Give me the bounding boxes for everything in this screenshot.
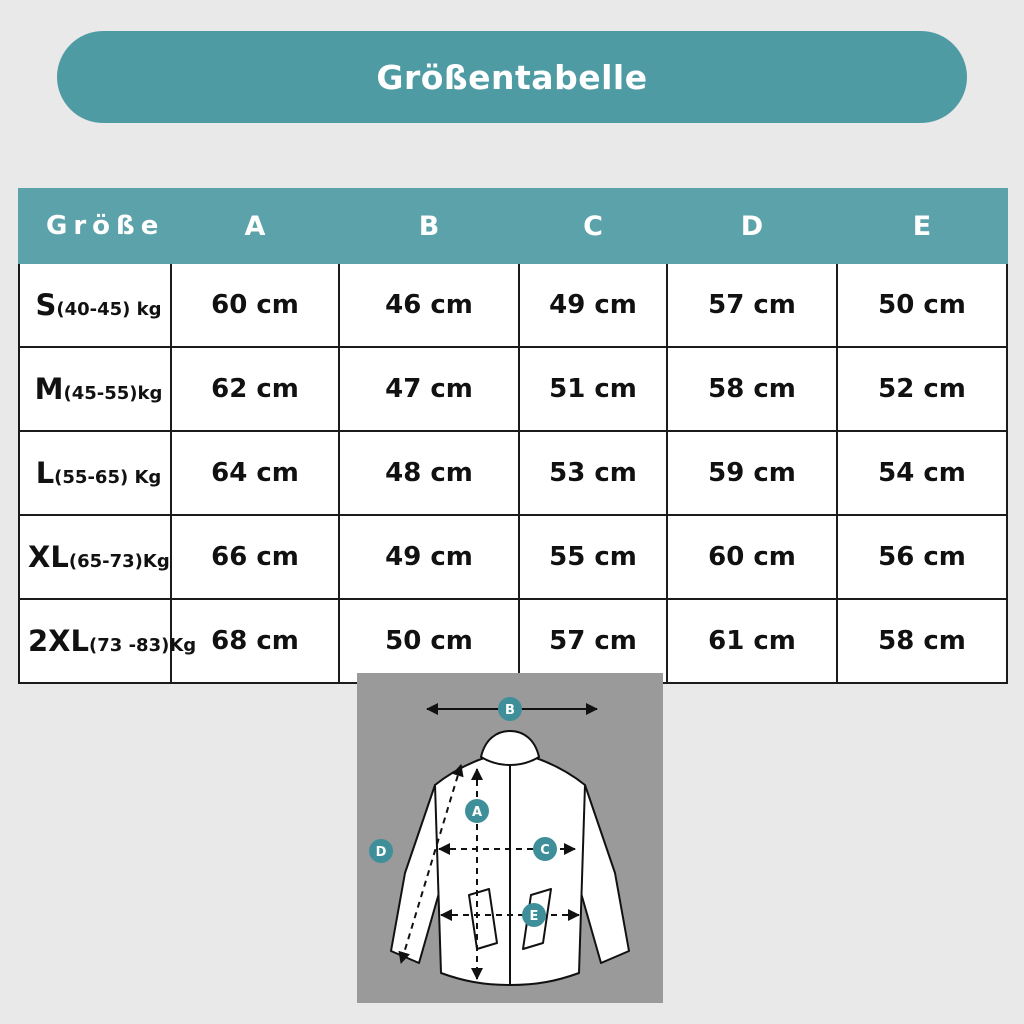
weight-range: (65-73)Kg (68, 551, 170, 572)
table-row (19, 347, 1007, 431)
table-header (19, 189, 1007, 263)
weight-range: (55-65) Kg (54, 467, 162, 488)
cell-size (19, 599, 197, 683)
badge-c (533, 837, 557, 861)
size-label: 2XL (28, 624, 90, 658)
cell-size (19, 431, 171, 515)
size-table-container (18, 188, 1006, 684)
cell-b: 50 cm (339, 599, 519, 683)
page-title-banner (57, 31, 967, 123)
badge-a-label: A (471, 805, 483, 820)
badge-d (369, 839, 393, 863)
cell-c: 51 cm (519, 347, 667, 431)
badge-e-label: E (529, 909, 539, 924)
table-row (19, 515, 1007, 599)
size-label: XL (28, 540, 69, 574)
badge-e (522, 903, 546, 927)
column-header-c: C (519, 189, 667, 263)
cell-a: 60 cm (171, 263, 339, 347)
cell-e: 56 cm (837, 515, 1007, 599)
table-row (19, 431, 1007, 515)
badge-b-label: B (505, 703, 515, 718)
cell-c: 57 cm (519, 599, 667, 683)
cell-size (19, 347, 171, 431)
cell-e: 58 cm (837, 599, 1007, 683)
column-header-b: B (339, 189, 519, 263)
cell-a: 68 cm (171, 599, 339, 683)
cell-b: 47 cm (339, 347, 519, 431)
cell-e: 54 cm (837, 431, 1007, 515)
badge-d-label: D (375, 845, 387, 860)
cell-b: 49 cm (339, 515, 519, 599)
size-label: L (35, 456, 55, 490)
badge-a (465, 799, 489, 823)
table-row (19, 599, 1007, 683)
cell-b: 48 cm (339, 431, 519, 515)
column-header-size: Größe (19, 189, 171, 263)
cell-d: 61 cm (667, 599, 837, 683)
table-row (19, 263, 1007, 347)
size-label: S (35, 288, 57, 322)
weight-range: (73 -83)Kg (89, 635, 197, 656)
size-table (18, 188, 1008, 684)
cell-c: 49 cm (519, 263, 667, 347)
cell-d: 59 cm (667, 431, 837, 515)
column-header-e: E (837, 189, 1007, 263)
measurement-diagram (357, 673, 663, 1003)
cell-b: 46 cm (339, 263, 519, 347)
badge-c-label: C (540, 843, 550, 858)
cell-d: 60 cm (667, 515, 837, 599)
cell-d: 58 cm (667, 347, 837, 431)
page-title: Größentabelle (376, 57, 648, 97)
column-header-d: D (667, 189, 837, 263)
weight-range: (40-45) kg (56, 299, 162, 320)
cell-a: 64 cm (171, 431, 339, 515)
cell-e: 50 cm (837, 263, 1007, 347)
size-label: M (34, 372, 64, 406)
cell-size (19, 263, 171, 347)
cell-c: 55 cm (519, 515, 667, 599)
weight-range: (45-55)kg (63, 383, 163, 404)
badge-b (498, 697, 522, 721)
cell-c: 53 cm (519, 431, 667, 515)
table-header-row (19, 189, 1007, 263)
table-body (19, 263, 1007, 683)
cell-size (19, 515, 171, 599)
cell-d: 57 cm (667, 263, 837, 347)
column-header-a: A (171, 189, 339, 263)
cell-a: 62 cm (171, 347, 339, 431)
cell-e: 52 cm (837, 347, 1007, 431)
cell-a: 66 cm (171, 515, 339, 599)
